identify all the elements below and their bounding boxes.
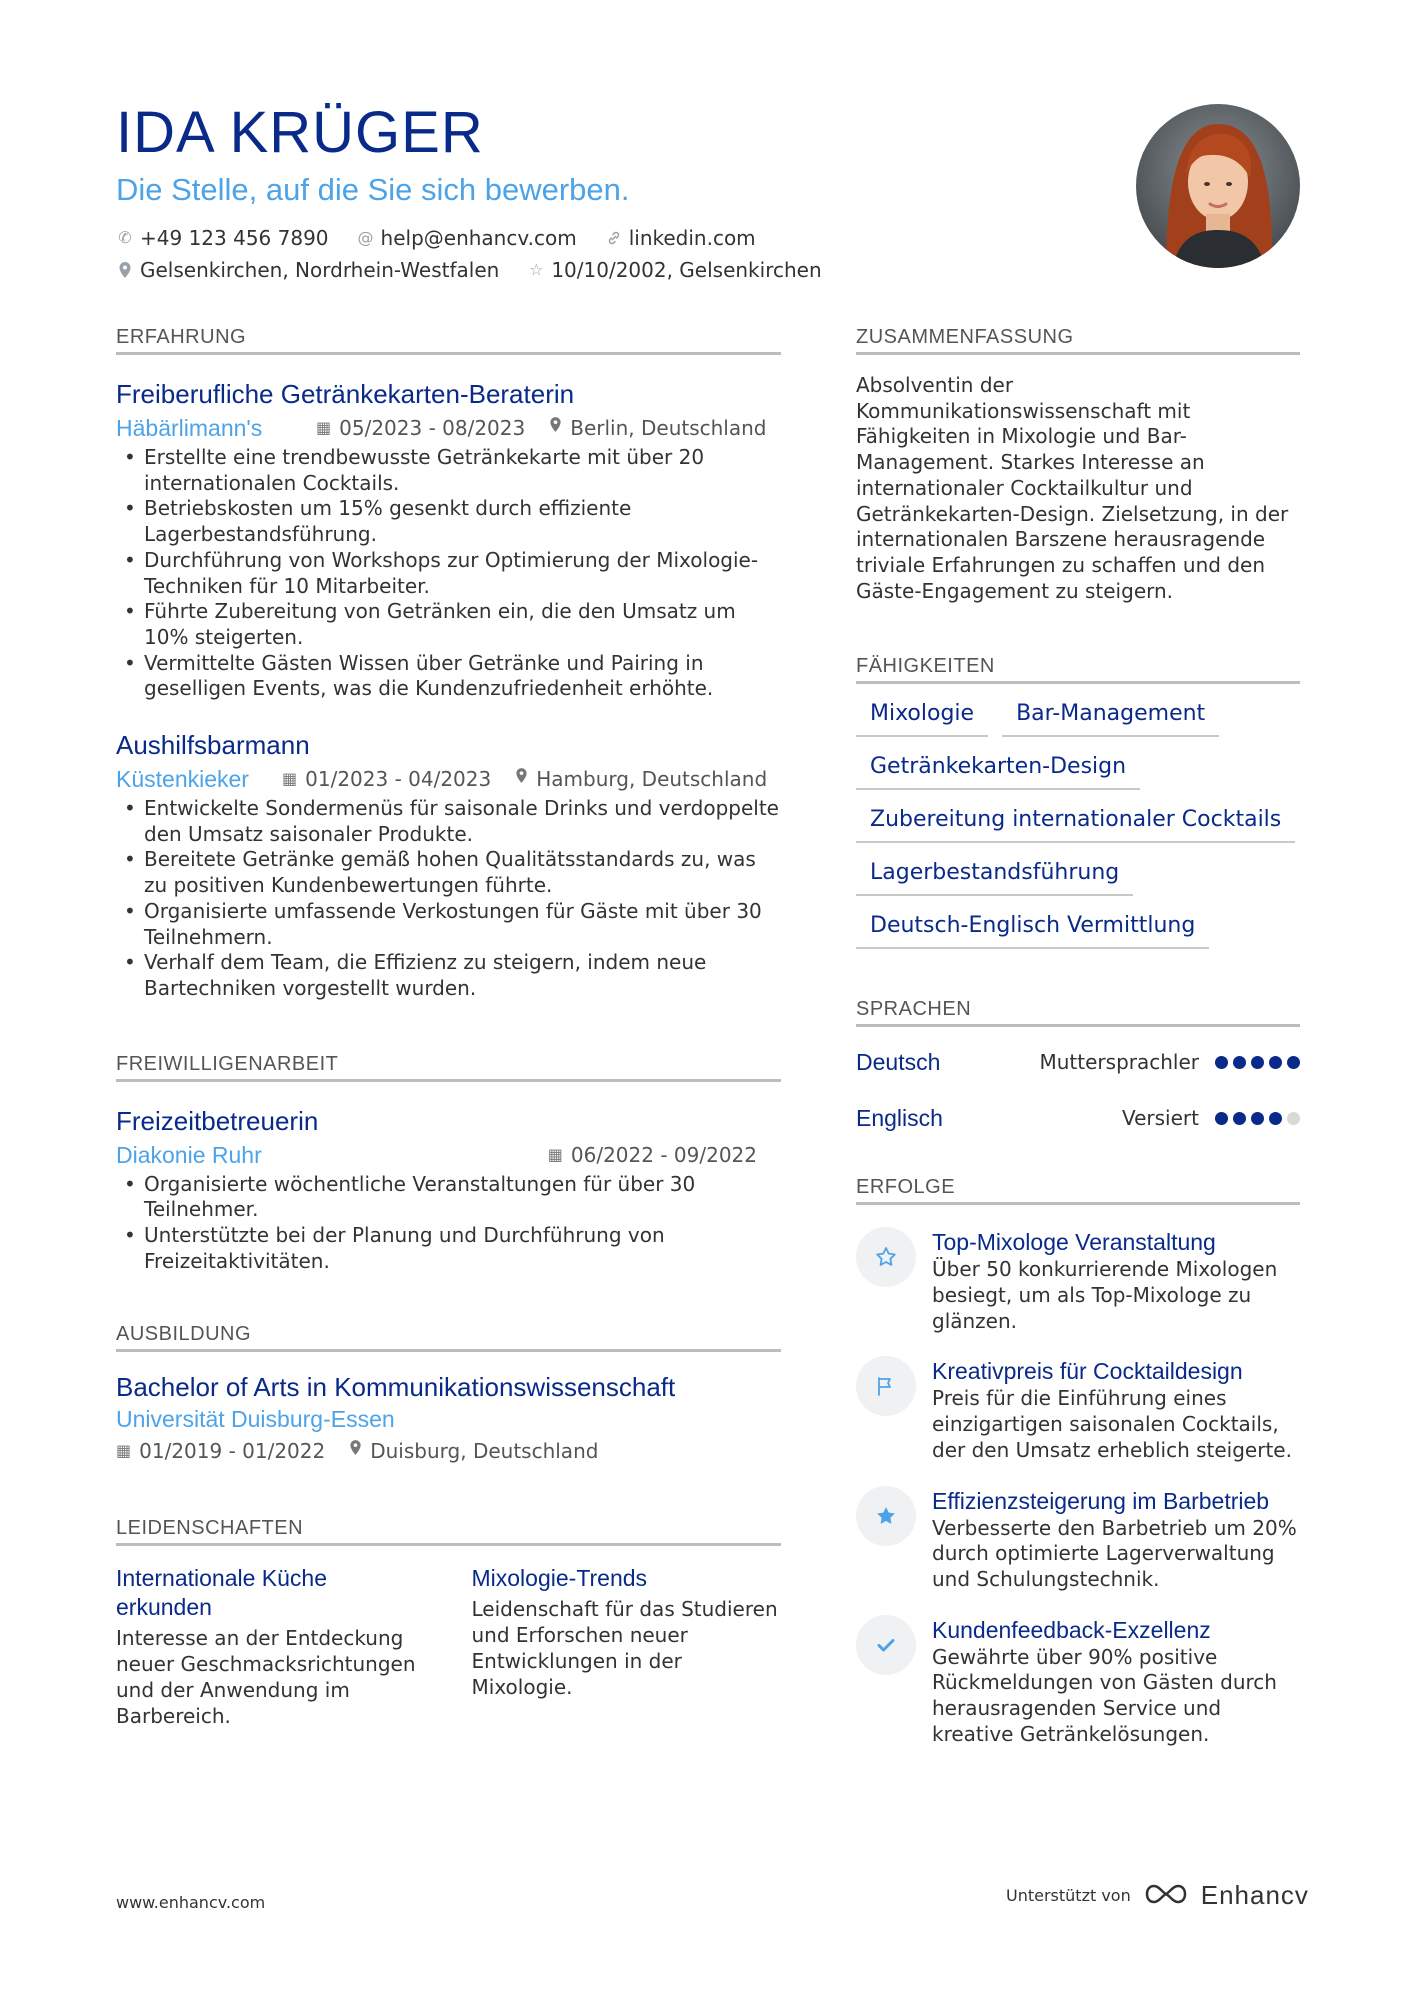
linkedin-text[interactable]: linkedin.com — [628, 226, 756, 250]
bullet-item: • Bereitete Getränke gemäß hohen Qualitätsstandards zu, was zu positiven Kundenbewertungen führte. — [116, 847, 781, 898]
date-range — [282, 764, 491, 794]
location-item — [116, 254, 499, 286]
date-text: 01/2019 - 01/2022 — [139, 1439, 326, 1464]
skills-section-title: FÄHIGKEITEN — [856, 654, 1300, 684]
company-name: Häbärlimann's — [116, 415, 263, 441]
experience-entry — [116, 728, 781, 1002]
skill-tag: Bar-Management — [1002, 698, 1219, 737]
job-location — [515, 764, 767, 794]
summary-section-title: ZUSAMMENFASSUNG — [856, 325, 1300, 355]
achievement-desc: Über 50 konkurrierende Mixologen besiegt, um als Top-Mixologe zu glänzen. — [932, 1257, 1278, 1333]
skill-tag: Getränkekarten-Design — [856, 751, 1140, 790]
achievement-item — [856, 1615, 1300, 1748]
achievement-desc: Gewährte über 90% positive Rückmeldungen von Gästen durch herausragenden Service und kreative Getränkelösungen. — [932, 1644, 1277, 1746]
skills-list — [856, 698, 1300, 949]
calendar-icon: ▦ — [547, 1144, 563, 1164]
contact-info — [116, 222, 1016, 286]
bullet-item: • Führte Zubereitung von Getränken ein, die den Umsatz um 10% steigerten. — [116, 599, 781, 650]
job-title: Freizeitbetreuerin — [116, 1105, 319, 1136]
enhancv-logo-icon — [1143, 1881, 1189, 1911]
passion-title: Mixologie-Trends — [471, 1565, 648, 1592]
experience-entry — [116, 377, 781, 702]
rating-dot-filled — [1251, 1112, 1264, 1125]
job-bullets — [116, 445, 781, 702]
language-level: Muttersprachler — [1039, 1050, 1199, 1075]
volunteer-entry — [116, 1104, 781, 1275]
check-icon — [856, 1615, 916, 1675]
location-pin-icon — [349, 1436, 362, 1466]
summary-text: Absolventin der Kommunikationswissenschaft mit Fähigkeiten in Mixologie und Bar-Management. Starkes Interesse an internationaler Cocktailkultur und Getränkekarten-Design. Zielsetzung, in der internationalen Barszene herausragende triviale Erfahrungen zu schaffen und den Gäste-Engagement zu steigern. — [856, 373, 1289, 603]
location-text: Berlin, Deutschland — [570, 416, 767, 440]
language-name: Deutsch — [856, 1048, 941, 1075]
rating-dot-filled — [1269, 1056, 1282, 1069]
skill-tag: Zubereitung internationaler Cocktails — [856, 804, 1295, 843]
bullet-item: • Durchführung von Workshops zur Optimierung der Mixologie-Techniken für 10 Mitarbeiter. — [116, 548, 781, 599]
footer-website[interactable]: www.enhancv.com — [116, 1893, 266, 1912]
bullet-item: • Verhalf dem Team, die Effizienz zu steigern, indem neue Bartechniken vorgestellt wurden. — [116, 950, 781, 1001]
achievement-title: Top-Mixologe Veranstaltung — [932, 1229, 1216, 1256]
location-pin-icon — [515, 764, 528, 794]
phone-item — [116, 222, 329, 254]
email-item[interactable] — [357, 222, 577, 254]
company-name: Diakonie Ruhr — [116, 1141, 262, 1168]
education-location — [349, 1436, 598, 1466]
brand-name: Enhancv — [1200, 1880, 1309, 1910]
date-range — [116, 1436, 325, 1466]
job-meta — [116, 413, 781, 443]
candidate-name: IDA KRÜGER — [116, 100, 484, 165]
target-role: Die Stelle, auf die Sie sich bewerben. — [116, 172, 630, 207]
passion-desc: Interesse an der Entdeckung neuer Geschmacksrichtungen und der Anwendung im Barbereich. — [116, 1626, 416, 1728]
achievements-section-title: ERFOLGE — [856, 1175, 1300, 1205]
achievement-item — [856, 1227, 1300, 1334]
left-column — [116, 325, 781, 1729]
passion-desc: Leidenschaft für das Studieren und Erforschen neuer Entwicklungen in der Mixologie. — [471, 1597, 778, 1699]
achievement-desc: Preis für die Einführung eines einzigartigen saisonalen Cocktails, der den Umsatz erheblich steigerte. — [932, 1386, 1292, 1462]
linkedin-item[interactable] — [605, 222, 756, 254]
bullet-item: • Betriebskosten um 15% gesenkt durch effiziente Lagerbestandsführung. — [116, 496, 781, 547]
achievement-item — [856, 1356, 1300, 1463]
location-text: Hamburg, Deutschland — [536, 767, 768, 792]
achievement-desc: Verbesserte den Barbetrieb um 20% durch optimierte Lagerverwaltung und Schulungstechnik. — [932, 1515, 1297, 1591]
link-icon — [605, 230, 623, 246]
rating-dot-filled — [1215, 1056, 1228, 1069]
degree-title: Bachelor of Arts in Kommunikationswissenschaft — [116, 1372, 676, 1403]
school-name: Universität Duisburg-Essen — [116, 1406, 395, 1433]
achievement-title: Effizienzsteigerung im Barbetrieb — [932, 1487, 1270, 1514]
achievement-title: Kreativpreis für Cocktaildesign — [932, 1358, 1243, 1385]
skill-tag: Lagerbestandsführung — [856, 857, 1133, 896]
resume-header — [116, 100, 1016, 286]
phone-icon: ✆ — [118, 228, 132, 247]
experience-section-title: ERFAHRUNG — [116, 325, 781, 355]
right-column — [856, 325, 1300, 1747]
volunteer-section-title: FREIWILLIGENARBEIT — [116, 1052, 781, 1082]
achievement-item — [856, 1486, 1300, 1593]
flag-icon — [856, 1356, 916, 1416]
star-icon: ☆ — [529, 260, 544, 279]
job-meta — [116, 1140, 781, 1170]
passion-item — [116, 1564, 426, 1729]
location-text: Duisburg, Deutschland — [370, 1439, 599, 1464]
language-row — [856, 1097, 1300, 1139]
at-icon: @ — [357, 228, 374, 247]
date-range — [316, 413, 525, 443]
company-name: Küstenkieker — [116, 766, 249, 793]
bullet-item: • Erstellte eine trendbewusste Getränkekarte mit über 20 internationalen Cocktails. — [116, 445, 781, 496]
language-rating — [1215, 1056, 1300, 1069]
language-name: Englisch — [856, 1104, 943, 1131]
date-range — [548, 1140, 757, 1170]
birth-item — [527, 254, 821, 286]
date-text: 06/2022 - 09/2022 — [570, 1142, 757, 1167]
rating-dot-empty — [1287, 1112, 1300, 1125]
language-rating — [1215, 1112, 1300, 1125]
passion-title: Internationale Küche erkunden — [116, 1565, 327, 1621]
powered-by-text: Unterstützt von — [1006, 1886, 1131, 1905]
bullet-item: • Unterstützte bei der Planung und Durchführung von Freizeitaktivitäten. — [116, 1223, 781, 1274]
birth-text: 10/10/2002, Gelsenkirchen — [551, 258, 822, 282]
rating-dot-filled — [1251, 1056, 1264, 1069]
bullet-item: • Organisierte umfassende Verkostungen für Gäste mit über 30 Teilnehmern. — [116, 899, 781, 950]
avatar — [1136, 104, 1300, 268]
star-outline-icon — [856, 1227, 916, 1287]
email-text[interactable]: help@enhancv.com — [380, 226, 577, 250]
job-bullets — [116, 796, 781, 1002]
bullet-item: • Organisierte wöchentliche Veranstaltungen für über 30 Teilnehmer. — [116, 1172, 781, 1223]
rating-dot-filled — [1287, 1056, 1300, 1069]
job-bullets — [116, 1172, 781, 1275]
bullet-item: • Vermittelte Gästen Wissen über Getränke und Pairing in geselligen Events, was die Kundenzufriedenheit erhöhte. — [116, 651, 781, 702]
date-text: 01/2023 - 04/2023 — [305, 767, 492, 792]
bullet-item: • Entwickelte Sondermenüs für saisonale Drinks und verdoppelte den Umsatz saisonaler Produkte. — [116, 796, 781, 847]
rating-dot-filled — [1269, 1112, 1282, 1125]
calendar-icon: ▦ — [116, 1441, 132, 1461]
calendar-icon: ▦ — [282, 769, 298, 789]
footer-branding — [1006, 1880, 1309, 1911]
passion-item — [472, 1564, 782, 1729]
rating-dot-filled — [1233, 1056, 1246, 1069]
education-entry — [116, 1370, 781, 1466]
passions-list — [116, 1564, 781, 1729]
location-pin-icon — [549, 413, 562, 443]
rating-dot-filled — [1233, 1112, 1246, 1125]
skill-tag: Mixologie — [856, 698, 988, 737]
date-text: 05/2023 - 08/2023 — [339, 416, 526, 440]
location-pin-icon — [116, 261, 134, 279]
location-text: Gelsenkirchen, Nordrhein-Westfalen — [140, 258, 500, 282]
education-meta — [116, 1436, 781, 1466]
languages-section-title: SPRACHEN — [856, 997, 1300, 1027]
achievement-title: Kundenfeedback-Exzellenz — [932, 1616, 1211, 1643]
language-level: Versiert — [1121, 1106, 1199, 1131]
phone-text: +49 123 456 7890 — [140, 226, 329, 250]
education-section-title: AUSBILDUNG — [116, 1322, 781, 1352]
passions-section-title: LEIDENSCHAFTEN — [116, 1516, 781, 1546]
job-meta — [116, 764, 781, 794]
job-location — [549, 413, 766, 443]
language-row — [856, 1041, 1300, 1083]
job-title: Aushilfsbarmann — [116, 730, 310, 761]
rating-dot-filled — [1215, 1112, 1228, 1125]
job-title: Freiberufliche Getränkekarten-Beraterin — [116, 379, 575, 409]
skill-tag: Deutsch-Englisch Vermittlung — [856, 910, 1209, 949]
star-filled-icon — [856, 1486, 916, 1546]
calendar-icon: ▦ — [316, 418, 332, 437]
